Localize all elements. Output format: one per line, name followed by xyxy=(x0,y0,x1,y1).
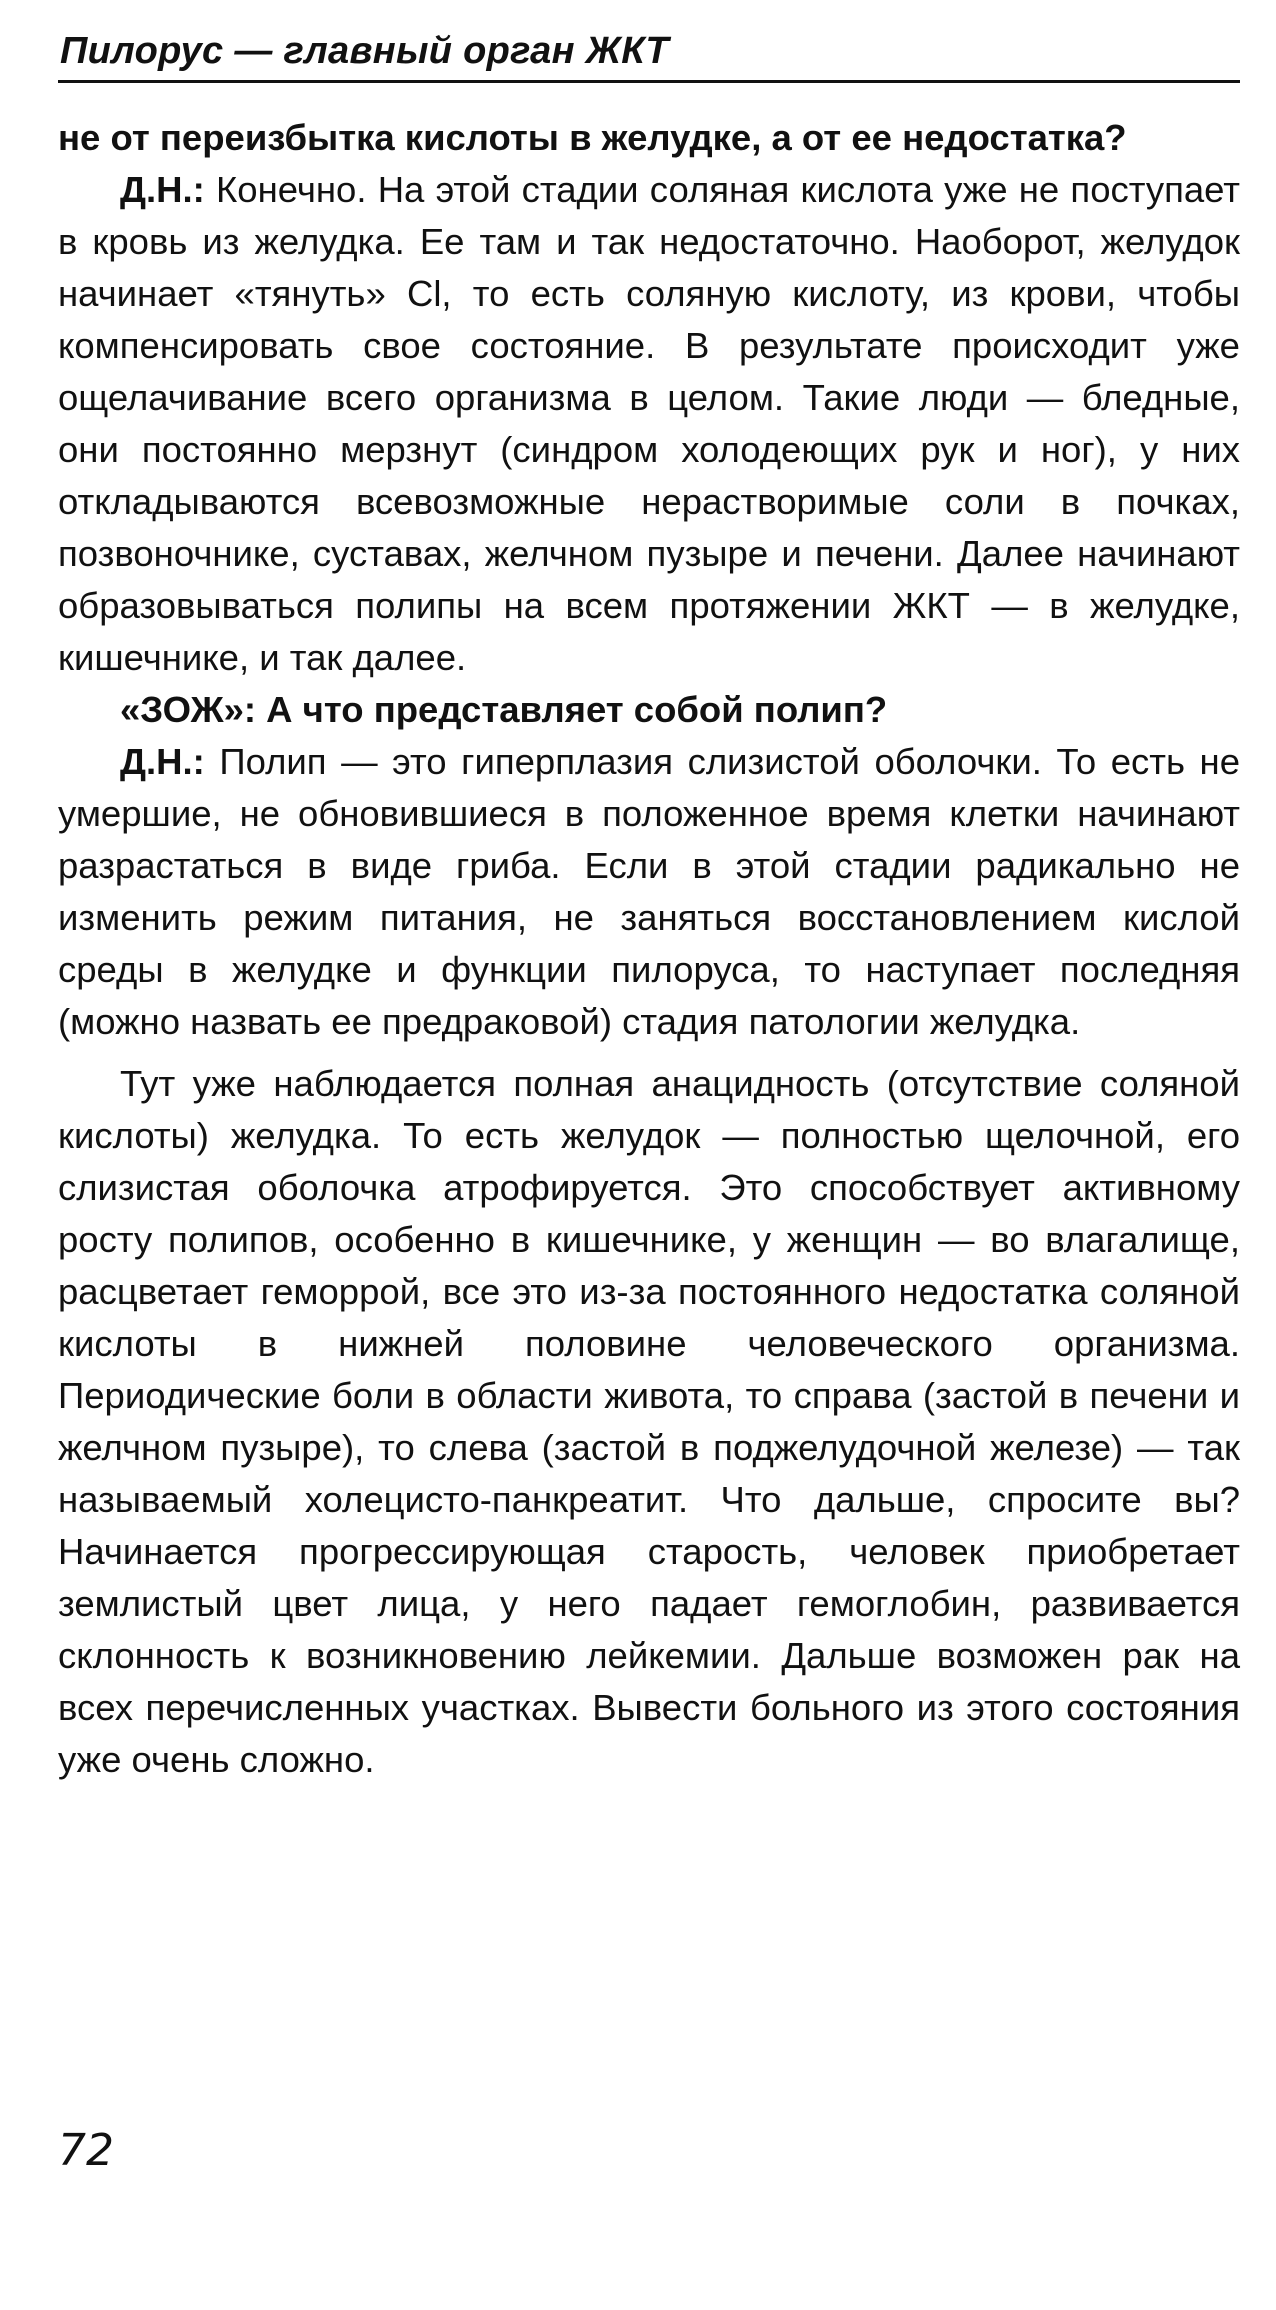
question-paragraph: «ЗОЖ»: А что представляет собой полип? xyxy=(120,689,888,730)
running-header-title: Пилорус — главный орган ЖКТ xyxy=(60,30,669,72)
running-header xyxy=(58,28,1240,83)
answer-paragraph-1 xyxy=(58,164,1240,684)
body-paragraph: Тут уже наблюдается полная анацидность (отсутствие соляной кислоты) желудка. То есть желудок — полностью щелочной, его слизистая оболочка атрофируется. Это способствует активному росту полипов, особенно в кишечнике, у женщин — во влагалище, расцветает геморрой, все это из-за постоянного недостатка соляной кислоты в нижней половине человеческого организма. Периодические боли в области живота, то справа (застой в печени и желчном пузыре), то слева (застой в поджелудочной железе) — так называемый холецисто-панкреатит. Что дальше, спросите вы? Начинается прогрессирующая старость, человек приобретает землистый цвет лица, у него падает гемоглобин, развивается склонность к возникновению лейкемии. Дальше возможен рак на всех перечисленных участках. Вывести больного из этого состояния уже очень сложно. xyxy=(58,1063,1240,1780)
speaker-label: Д.Н.: xyxy=(120,169,205,210)
page-number: 72 xyxy=(58,2125,114,2176)
speaker-label: Д.Н.: xyxy=(120,741,205,782)
page-body xyxy=(58,112,1240,1786)
answer-text: Полип — это гиперплазия слизистой оболочки. То есть не умершие, не обновившиеся в положенное время клетки начинают разрастаться в виде гриба. Если в этой стадии радикально не изменить режим питания, не заняться восстановлением кислой среды в желудке и функции пилоруса, то наступает последняя (можно назвать ее предраковой) стадия патологии желудка. xyxy=(58,741,1240,1042)
question-continuation: не от переизбытка кислоты в желудке, а от ее недостатка? xyxy=(58,117,1127,158)
answer-paragraph-2 xyxy=(58,736,1240,1048)
answer-text: Конечно. На этой стадии соляная кислота уже не поступает в кровь из желудка. Ее там и так недостаточно. Наоборот, желудок начинает «тянуть» Cl, то есть соляную кислоту, из крови, чтобы компенсировать свое состояние. В результате происходит уже ощелачивание всего организма в целом. Такие люди — бледные, они постоянно мерзнут (синдром холодеющих рук и ног), у них откладываются всевозможные нерастворимые соли в почках, позвоночнике, суставах, желчном пузыре и печени. Далее начинают образовываться полипы на всем протяжении ЖКТ — в желудке, кишечнике, и так далее. xyxy=(58,169,1240,678)
